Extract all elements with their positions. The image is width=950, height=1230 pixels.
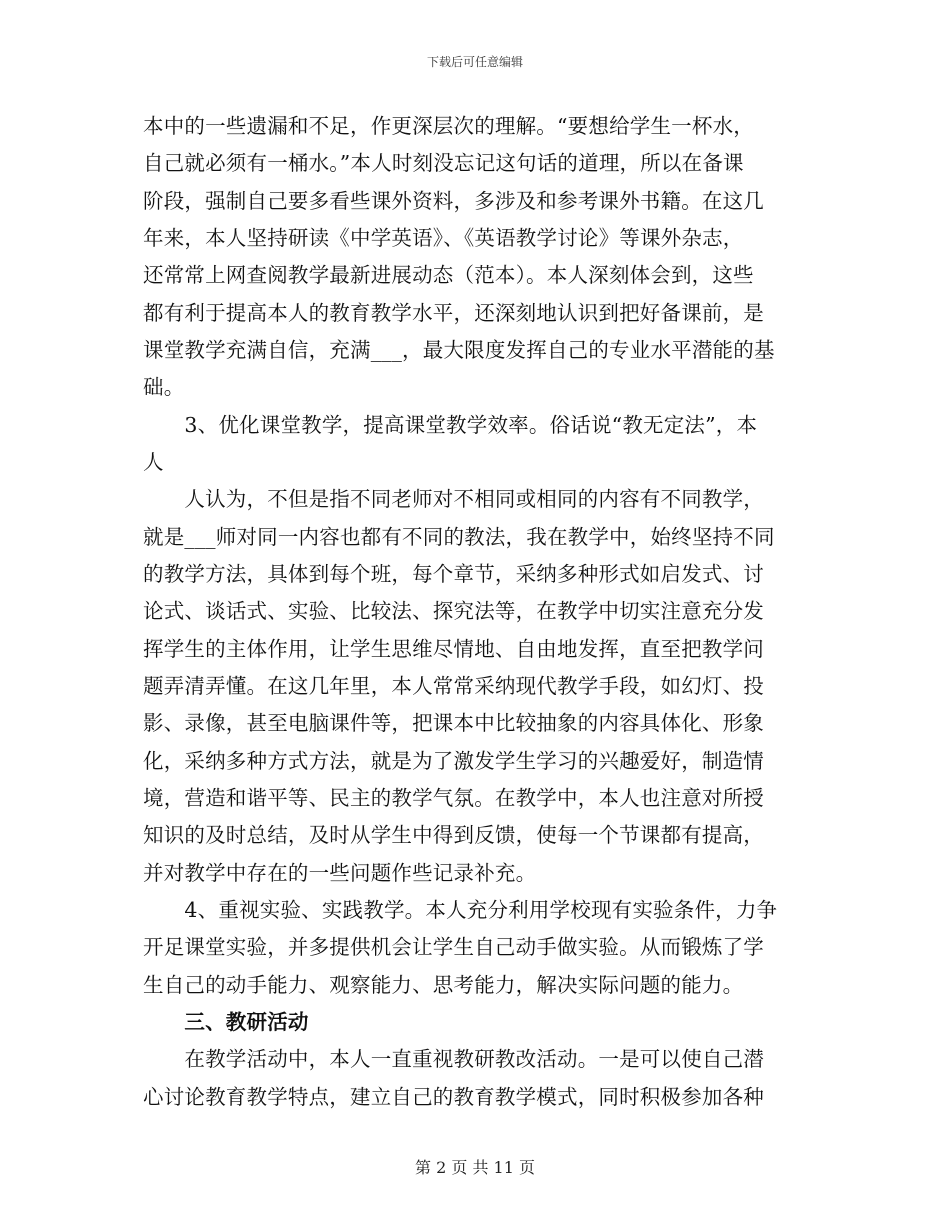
body-line: 阶段，强制自己要多看些课外资料，多涉及和参考课外书籍。在这几 — [143, 189, 764, 213]
body-line: 论式、谈话式、实验、比较法、探究法等，在教学中切实注意充分发 — [143, 599, 764, 623]
body-line: 人 — [143, 450, 164, 474]
body-line: 开足课堂实验，并多提供机会让学生自己动手做实验。从而锻炼了学 — [143, 935, 764, 959]
body-line: 4、重视实验、实践教学。本人充分利用学校现有实验条件，力争 — [143, 898, 778, 922]
body-line: 心讨论教育教学特点，建立自己的教育教学模式，同时积极参加各种 — [143, 1085, 764, 1109]
body-line: 生自己的动手能力、观察能力、思考能力，解决实际问题的能力。 — [143, 973, 744, 997]
body-line: 本中的一些遗漏和不足，作更深层次的理解。“要想给学生一杯水， — [143, 114, 754, 138]
body-line: 挥学生的主体作用，让学生思维尽情地、自由地发挥，直至把教学问 — [143, 637, 764, 661]
section-heading: 三、教研活动 — [143, 1010, 309, 1034]
body-line: 就是___师对同一内容也都有不同的教法，我在教学中，始终坚持不同 — [143, 525, 775, 549]
body-line: 年来，本人坚持研读《中学英语》、《英语教学讨论》等课外杂志， — [143, 226, 744, 250]
body-line: 题弄清弄懂。在这几年里，本人常常采纳现代教学手段，如幻灯、投 — [143, 674, 764, 698]
body-line: 3、优化课堂教学，提高课堂教学效率。俗话说“教无定法”，本 — [143, 413, 758, 437]
body-line: 础。 — [143, 375, 185, 399]
page-number: 第 2 页 共 11 页 — [415, 1158, 535, 1177]
body-line: 境，营造和谐平等、民主的教学气氛。在教学中，本人也注意对所授 — [143, 786, 764, 810]
body-line: 都有利于提高本人的教育教学水平，还深刻地认识到把好备课前，是 — [143, 301, 764, 325]
header-note: 下载后可任意编辑 — [426, 55, 523, 69]
body-line: 人认为，不但是指不同老师对不相同或相同的内容有不同教学， — [143, 487, 764, 511]
body-line: 并对教学中存在的一些问题作些记录补充。 — [143, 861, 537, 885]
body-line: 知识的及时总结，及时从学生中得到反馈，使每一个节课都有提高， — [143, 823, 764, 847]
body-line: 在教学活动中，本人一直重视教研教改活动。一是可以使自己潜 — [143, 1047, 764, 1071]
body-line: 影、录像，甚至电脑课件等，把课本中比较抽象的内容具体化、形象 — [143, 711, 764, 735]
body-line: 课堂教学充满自信，充满___，最大限度发挥自己的专业水平潜能的基 — [143, 338, 775, 362]
body-line: 的教学方法，具体到每个班，每个章节，采纳多种形式如启发式、讨 — [143, 562, 764, 586]
body-line: 化，采纳多种方式方法，就是为了激发学生学习的兴趣爱好，制造情 — [143, 749, 764, 773]
body-line: 自己就必须有一桶水。”本人时刻没忘记这句话的道理，所以在备课 — [143, 151, 744, 175]
body-line: 还常常上网查阅教学最新进展动态（范本）。本人深刻体会到，这些 — [143, 263, 754, 287]
